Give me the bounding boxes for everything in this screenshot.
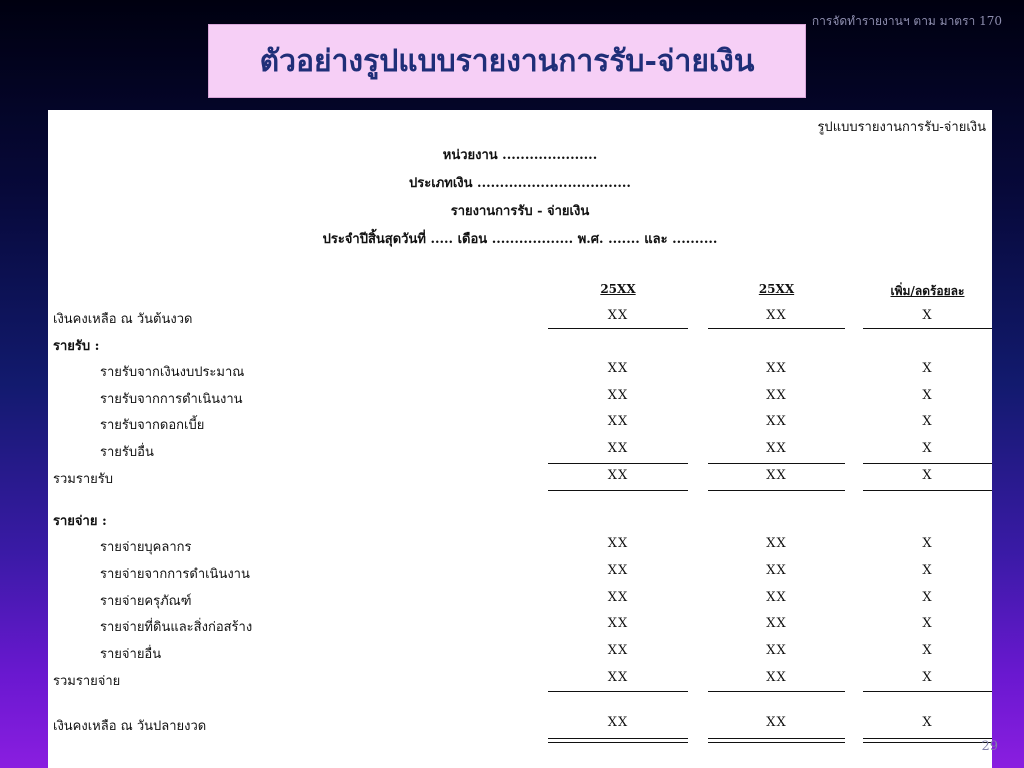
row-label: เงินคงเหลือ ณ วันต้นงวด [53, 312, 193, 327]
row-label: รายรับจากดอกเบี้ย [100, 418, 205, 433]
rule-line [708, 328, 845, 329]
cell-value: XX [607, 590, 629, 605]
row-label: รายรับจากเงินงบประมาณ [100, 365, 245, 380]
section-heading-row [48, 331, 992, 357]
cell-value: XX [607, 715, 629, 730]
cell-value: XX [607, 563, 629, 578]
table-row [48, 384, 992, 410]
rule-line [863, 328, 992, 329]
slide-title: ตัวอย่างรูปแบบรายงานการรับ-จ่ายเงิน [259, 43, 755, 79]
table-row [48, 559, 992, 585]
cell-value: XX [607, 308, 629, 323]
form-name: รูปแบบรายงานการรับ-จ่ายเงิน [817, 120, 986, 135]
total-line [548, 490, 688, 491]
cell-value: X [922, 563, 933, 578]
double-underline [863, 738, 992, 743]
cell-value: XX [766, 563, 787, 578]
double-underline [548, 738, 688, 743]
row-label: รายจ่ายที่ดินและสิ่งก่อสร้าง [100, 620, 253, 635]
row-label: รายจ่ายครุภัณฑ์ [100, 594, 192, 609]
cell-value: X [922, 388, 933, 403]
cell-value: X [922, 536, 933, 551]
section-heading-income: รายรับ : [53, 339, 100, 354]
total-line [863, 490, 992, 491]
subtotal-line [548, 463, 688, 464]
table-row [48, 437, 992, 463]
row-label: รวมรายรับ [53, 472, 113, 487]
cell-value: XX [766, 616, 787, 631]
double-underline [708, 738, 845, 743]
cell-value: X [922, 670, 933, 685]
row-label: รายรับจากการดำเนินงาน [100, 392, 243, 407]
cell-value: X [922, 308, 933, 323]
column-header-year-1: 25XX [600, 282, 636, 296]
table-row [48, 586, 992, 612]
slide-title-box [208, 24, 806, 98]
column-header-year-2: 25XX [758, 282, 795, 296]
row-label: รายจ่ายบุคลากร [100, 540, 192, 555]
cell-value: XX [607, 361, 629, 376]
subtotal-line [863, 463, 992, 464]
cell-value: XX [766, 715, 787, 730]
cell-value: X [922, 441, 933, 456]
period-line: ประจำปีสิ้นสุดวันที่ ..... เดือน .................. พ.ศ. ....... และ .......... [322, 232, 718, 247]
cell-value: XX [607, 536, 629, 551]
cell-value: XX [766, 308, 787, 323]
cell-value: X [922, 590, 933, 605]
cell-value: X [922, 361, 933, 376]
total-line [708, 490, 845, 491]
agency-line: หน่วยงาน ..................... [442, 148, 598, 163]
row-label: เงินคงเหลือ ณ วันปลายงวด [53, 719, 207, 734]
cell-value: X [922, 715, 933, 730]
section-heading-expense: รายจ่าย : [53, 514, 107, 529]
cell-value: X [922, 414, 933, 429]
cell-value: X [922, 616, 933, 631]
cell-value: X [922, 468, 933, 483]
cell-value: XX [607, 441, 629, 456]
total-line [548, 691, 688, 692]
table-row-closing-balance [48, 711, 992, 737]
cell-value: XX [766, 441, 787, 456]
cell-value: XX [607, 670, 629, 685]
cell-value: XX [766, 643, 787, 658]
cell-value: XX [766, 361, 787, 376]
table-row [48, 612, 992, 638]
column-header-change-percent: เพิ่ม/ลดร้อยละ [890, 284, 965, 298]
cell-value: XX [766, 468, 787, 483]
table-row [48, 532, 992, 558]
table-row [48, 410, 992, 436]
cell-value: XX [766, 536, 787, 551]
table-row [48, 304, 992, 330]
total-line [708, 691, 845, 692]
row-label: รายจ่ายจากการดำเนินงาน [100, 567, 250, 582]
report-panel [48, 110, 992, 768]
cell-value: X [922, 643, 933, 658]
row-label: รายรับอื่น [100, 445, 154, 460]
table-row-total [48, 666, 992, 692]
table-row-total [48, 464, 992, 490]
report-name-line: รายงานการรับ - จ่ายเงิน [450, 204, 590, 219]
page-number: 29 [981, 739, 998, 754]
cell-value: XX [607, 616, 629, 631]
header-caption: การจัดทำรายงานฯ ตาม มาตรา 170 [811, 14, 1002, 28]
cell-value: XX [766, 670, 787, 685]
fund-type-line: ประเภทเงิน .................................. [409, 176, 631, 191]
table-row [48, 357, 992, 383]
subtotal-line [708, 463, 845, 464]
table-row [48, 639, 992, 665]
cell-value: XX [766, 388, 787, 403]
cell-value: XX [607, 643, 629, 658]
row-label: รายจ่ายอื่น [100, 647, 162, 662]
cell-value: XX [766, 590, 787, 605]
row-label: รวมรายจ่าย [53, 674, 121, 689]
cell-value: XX [607, 414, 629, 429]
cell-value: XX [766, 414, 787, 429]
cell-value: XX [607, 388, 629, 403]
rule-line [548, 328, 688, 329]
total-line [863, 691, 992, 692]
section-heading-row [48, 506, 992, 532]
cell-value: XX [607, 468, 629, 483]
